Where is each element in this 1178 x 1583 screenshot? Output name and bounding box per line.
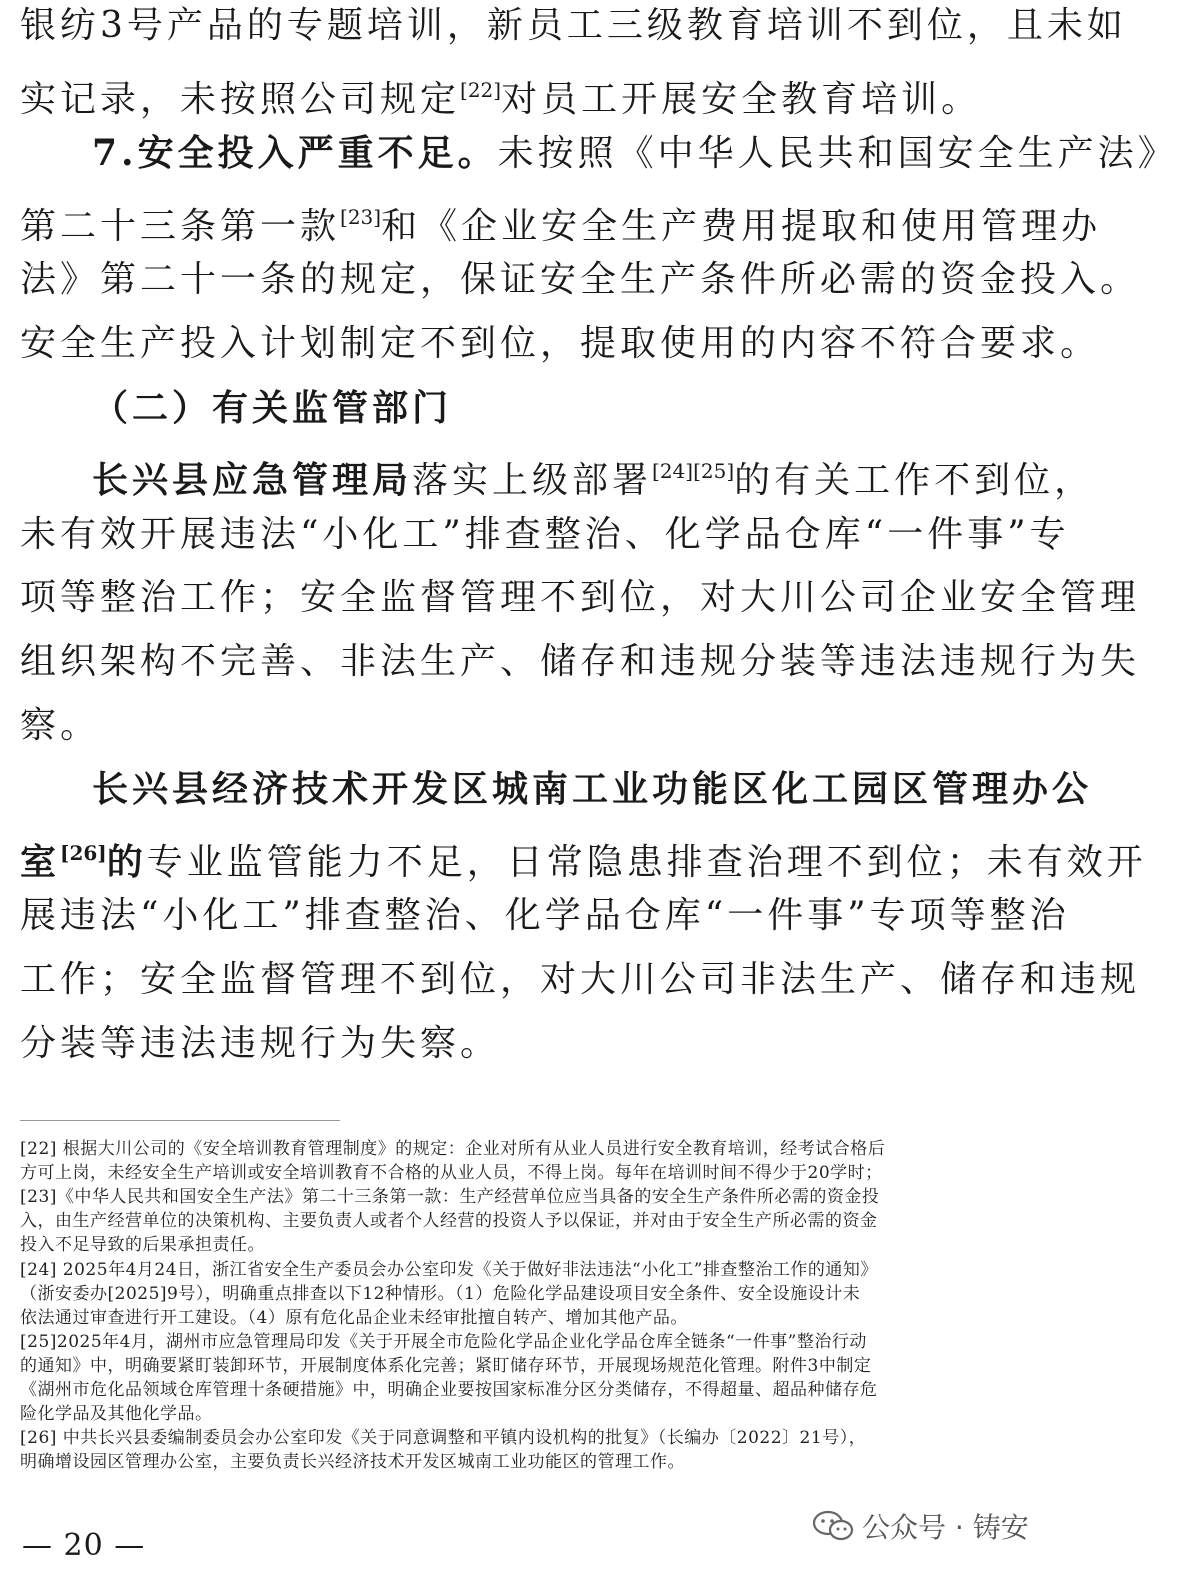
- footnote-line: [22] 根据大川公司的《安全培训教育管理制度》的规定：企业对所有从业人员进行安全教育培训，经考试合格后: [20, 1139, 886, 1159]
- footnote-line: 入，由生产经营单位的决策机构、主要负责人或者个人经营的投资人予以保证，并对由于安全生产所必需的资金: [20, 1211, 878, 1231]
- body-line: [20, 258, 1141, 302]
- body-line: [20, 958, 1141, 1002]
- text-run: （二）有关监管部门: [92, 387, 453, 429]
- body-line: [20, 704, 1020, 748]
- text-run: 组织架构不完善、非法生产、储存和违规分装等违法违规行为失: [20, 641, 1141, 682]
- body-line: [20, 1022, 1020, 1066]
- text-run: 未有效开展违法“小化工”排查整治、化学品仓库“一件事”专: [20, 514, 1070, 555]
- wechat-icon: [812, 1510, 854, 1542]
- page-number: — 20 —: [22, 1528, 146, 1563]
- text-run: 落实上级部署: [412, 460, 653, 501]
- footnote-line: 明确增设园区管理办公室，主要负责长兴经济技术开发区城南工业功能区的管理工作。: [20, 1452, 685, 1472]
- body-line: [20, 131, 1178, 176]
- body-line: [20, 322, 1101, 366]
- text-run: 未按照《中华人民共和国安全生产法》: [497, 133, 1178, 174]
- text-run: 工作；安全监督管理不到位，对大川公司非法生产、储存和违规: [20, 959, 1141, 1000]
- text-run: 展违法“小化工”排查整治、化学品仓库“一件事”专项等整治: [20, 895, 1070, 936]
- footnote-divider: [20, 1120, 340, 1121]
- text-run: 专业监管能力不足，日常隐患排查治理不到位；未有效开: [146, 842, 1147, 883]
- footnote-line: 险化学品及其他化学品。: [20, 1404, 213, 1424]
- body-line: [20, 386, 1092, 431]
- text-run: 法》第二十一条的规定，保证安全生产条件所必需的资金投入。: [20, 259, 1141, 300]
- footnote-line: [25]2025年4月，湖州市应急管理局印发《关于开展全市危险化学品企业化学品仓库全链条“一件事”整治行动: [20, 1332, 867, 1352]
- text-run: 项等整治工作；安全监督管理不到位，对大川公司企业安全管理: [20, 577, 1141, 618]
- body-line: [20, 195, 1102, 249]
- body-line: [20, 640, 1141, 684]
- text-run: 银纺3号产品的专题培训，新员工三级教育培训不到位，且未如: [20, 5, 1127, 46]
- body-line: [20, 831, 1147, 885]
- watermark-text: 公众号 · 铸安: [862, 1511, 1029, 1544]
- footnote-line: 投入不足导致的后果承担责任。: [20, 1235, 265, 1255]
- text-run: 察。: [20, 705, 101, 746]
- footnote-line: 依法通过审查进行开工建设。（4）原有危化品企业未经审批擅自转产、增加其他产品。: [20, 1308, 688, 1328]
- footnote-line: [24] 2025年4月24日，浙江省安全生产委员会办公室印发《关于做好非法违法“小化工”排查整治工作的通知》: [20, 1260, 878, 1280]
- body-line: [20, 767, 1092, 812]
- text-run: 安全生产投入计划制定不到位，提取使用的内容不符合要求。: [20, 323, 1101, 364]
- text-run: 长兴县经济技术开发区城南工业功能区化工园区管理办公: [92, 768, 1093, 810]
- text-run: 和《企业安全生产费用提取和使用管理办: [381, 206, 1102, 247]
- body-line: [20, 68, 1020, 122]
- footnote-ref: [22]: [460, 78, 502, 102]
- footnote-line: 方可上岗，未经安全生产培训或安全培训教育不合格的从业人员，不得上岗。每年在培训时间不得少于20学时；: [20, 1163, 883, 1183]
- text-run: 第二十三条第一款: [20, 206, 341, 247]
- body-line: [20, 513, 1070, 557]
- body-line: [20, 449, 1095, 503]
- footnote-line: 《湖州市危化品领域仓库管理十条硬措施》中，明确企业要按国家标准分区分类储存，不得超量、超品种储存危: [20, 1380, 878, 1400]
- body-line: [20, 576, 1141, 620]
- footnote-ref: [23]: [340, 205, 382, 229]
- text-run: 室: [20, 841, 61, 883]
- text-run: 实记录，未按照公司规定: [20, 79, 461, 120]
- text-run: 对员工开展安全教育培训。: [501, 79, 982, 120]
- footnote-line: （浙安委办[2025]9号），明确重点排查以下12种情形。（1）危险化学品建设项目安全条件、安全设施设计未: [20, 1284, 861, 1304]
- watermark: [812, 1506, 1029, 1546]
- footnote-line: 的通知》中，明确要紧盯装卸环节，开展制度体系化完善；紧盯储存环节，开展现场规范化管理。附件3中制定: [20, 1356, 872, 1376]
- text-run: 的有关工作不到位，: [734, 460, 1095, 501]
- text-run: 的: [106, 841, 147, 883]
- footnote-line: [26] 中共长兴县委编制委员会办公室印发《关于同意调整和平镇内设机构的批复》（长编办〔2022〕21号），: [20, 1428, 867, 1448]
- footnote-ref: [24][25]: [652, 459, 735, 483]
- footnote-ref: [26]: [60, 841, 107, 865]
- body-line: [20, 4, 1127, 48]
- footnote-line: [23]《中华人民共和国安全生产法》第二十三条第一款：生产经营单位应当具备的安全生产条件所必需的资金投: [20, 1187, 880, 1207]
- text-run: 长兴县应急管理局: [92, 459, 413, 501]
- text-run: 7.安全投入严重不足。: [92, 132, 498, 174]
- text-run: 分装等违法违规行为失察。: [20, 1023, 501, 1064]
- body-line: [20, 894, 1070, 938]
